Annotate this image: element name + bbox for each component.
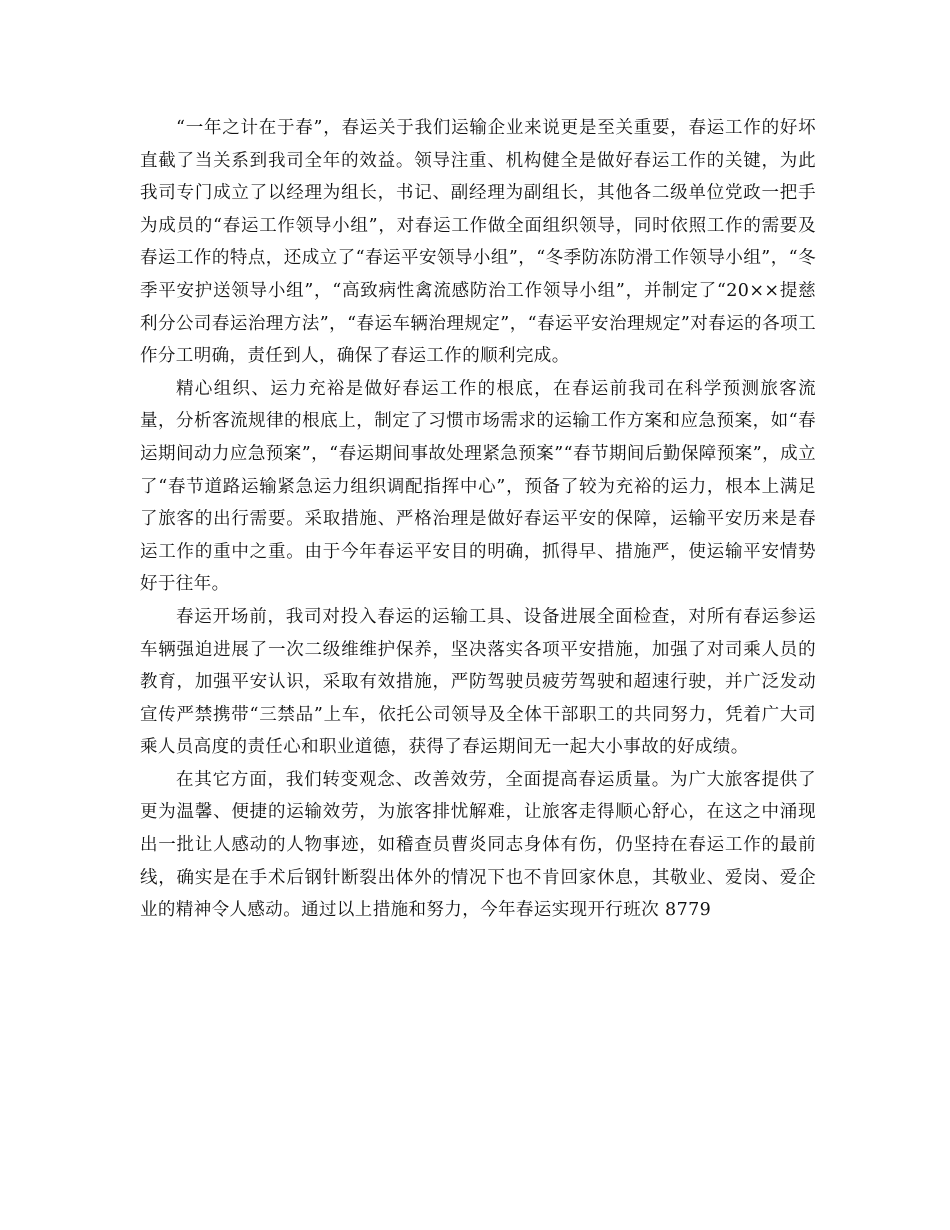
paragraph-2: 精心组织、运力充裕是做好春运工作的根底，在春运前我司在科学预测旅客流量，分析客流规律的根底上，制定了习惯市场需求的运输工作方案和应急预案，如“春运期间动力应急预案”，“春运期间事故处理紧急预案”“春节期间后勤保障预案”，成立了“春节道路运输紧急运力组织调配指挥中心”，预备了较为充裕的运力，根本上满足了旅客的出行需要。采取措施、严格治理是做好春运平安的保障，运输平安历来是春运工作的重中之重。由于今年春运平安目的明确，抓得早、措施严，使运输平安情势好于往年。 bbox=[140, 378, 816, 595]
document-body bbox=[140, 112, 816, 927]
paragraph-1: “一年之计在于春”，春运关于我们运输企业来说更是至关重要，春运工作的好坏直截了当关系到我司全年的效益。领导注重、机构健全是做好春运工作的关键，为此我司专门成立了以经理为组长，书记、副经理为副组长，其他各二级单位党政一把手为成员的“春运工作领导小组”，对春运工作做全面组织领导，同时依照工作的需要及春运工作的特点，还成立了“春运平安领导小组”，“冬季防冻防滑工作领导小组”，“冬季平安护送领导小组”，“高致病性禽流感防治工作领导小组”，并制定了“20××提慈利分公司春运治理方法”，“春运车辆治理规定”，“春运平安治理规定”对春运的各项工作分工明确，责任到人，确保了春运工作的顺利完成。 bbox=[140, 118, 816, 367]
paragraph-3: 春运开场前，我司对投入春运的运输工具、设备进展全面检查，对所有春运参运车辆强迫进展了一次二级维维护保养，坚决落实各项平安措施，加强了对司乘人员的教育，加强平安认识，采取有效措施，严防驾驶员疲劳驾驶和超速行驶，并广泛发动宣传严禁携带“三禁品”上车，依托公司领导及全体干部职工的共同努力，凭着广大司乘人员高度的责任心和职业道德，获得了春运期间无一起大小事故的好成绩。 bbox=[140, 606, 816, 758]
paragraph-4: 在其它方面，我们转变观念、改善效劳，全面提高春运质量。为广大旅客提供了更为温馨、便捷的运输效劳，为旅客排忧解难，让旅客走得顺心舒心，在这之中涌现出一批让人感动的人物事迹，如稽查员曹炎同志身体有伤，仍坚持在春运工作的最前线，确实是在手术后钢针断裂出体外的情况下也不肯回家休息，其敬业、爱岗、爱企业的精神令人感动。通过以上措施和努力，今年春运实现开行班次 8779 bbox=[140, 769, 816, 921]
